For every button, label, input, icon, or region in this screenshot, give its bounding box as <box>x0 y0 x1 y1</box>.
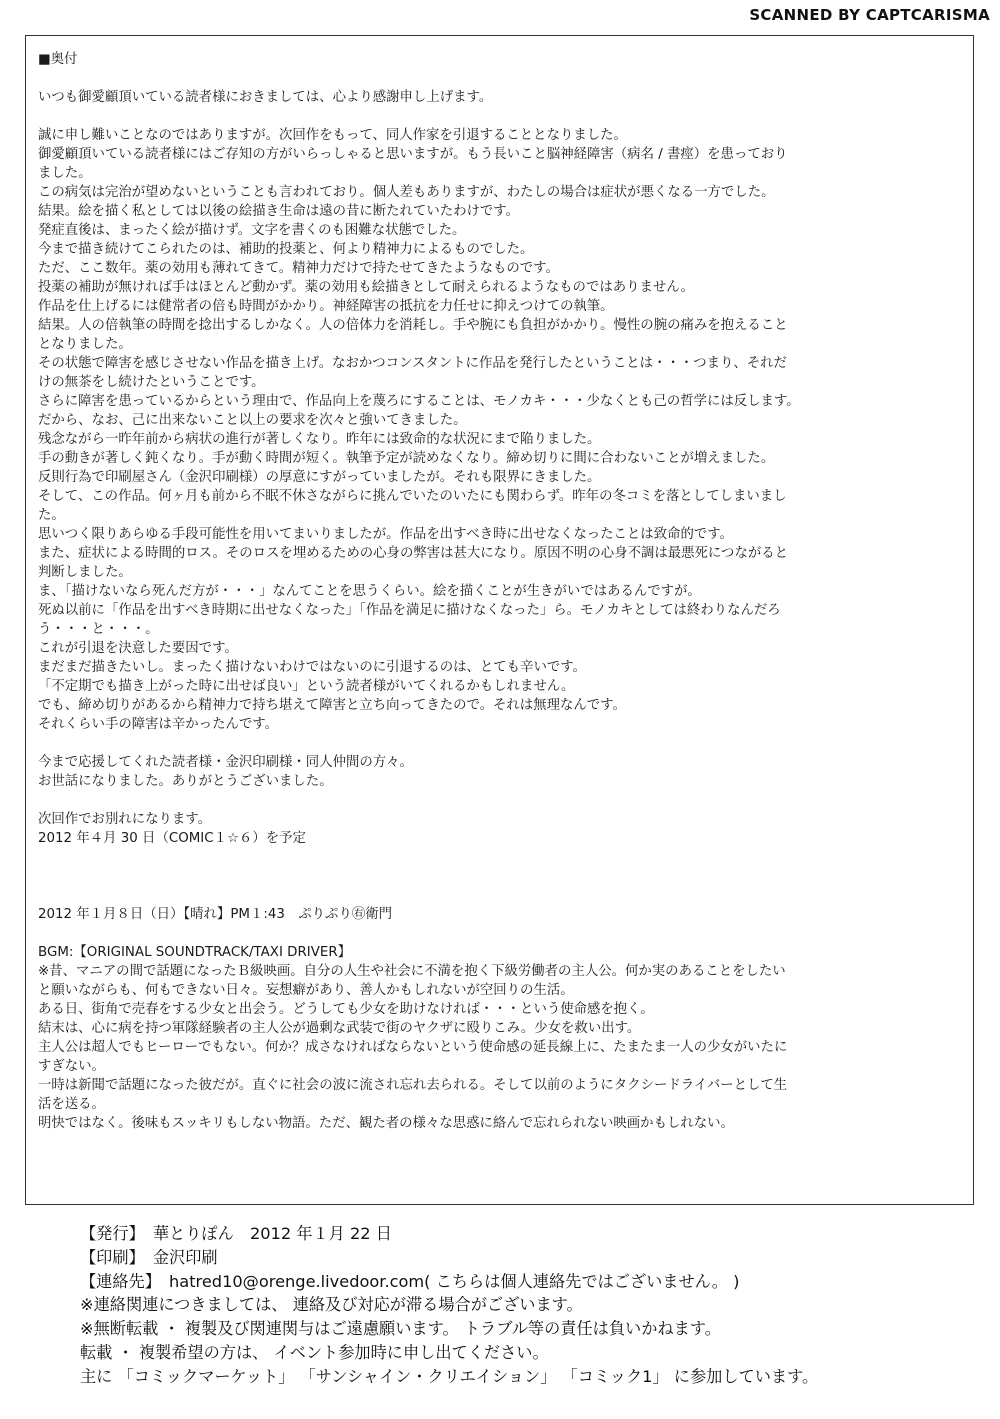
body-line: 投薬の補助が無ければ手はほとんど動かず。薬の効用も絵描きとして耐えられるようなものではありません。 <box>38 280 694 295</box>
scan-credit: SCANNED BY CAPTCARISMA <box>749 6 990 24</box>
body-line: 御愛顧頂いている読者様にはご存知の方がいらっしゃると思いますが。もう長いこと脳神経障害（病名 / 書痙）を患っており <box>38 147 788 162</box>
body-line: この病気は完治が望めないということも言われており。個人差もありますが、わたしの場合は症状が悪くなる一方でした。 <box>38 185 775 200</box>
body-line: それくらい手の障害は辛かったんです。 <box>38 717 278 732</box>
note-line: 主に 「コミックマーケット」 「サンシャイン・クリエイション」 「コミック1」 に参加しています。 <box>80 1366 819 1386</box>
body-line: 「不定期でも描き上がった時に出せば良い」という読者様がいてくれるかもしれません。 <box>38 679 575 694</box>
note-line: ※連絡関連につきましては、 連絡及び対応が滞る場合がございます。 <box>80 1295 583 1315</box>
body-line: 結果。絵を描く私としては以後の絵描き生命は遠の昔に断たれていたわけです。 <box>38 204 519 219</box>
body-line: ました。 <box>38 166 92 181</box>
body-line: 思いつく限りあらゆる手段可能性を用いてまいりましたが。作品を出すべき時に出せなくなったことは致命的です。 <box>38 527 733 542</box>
body-line: そして、この作品。何ヶ月も前から不眠不休さながらに挑んでいたのいたにも関わらず。昨年の冬コミを落としてしまいまし <box>38 489 787 504</box>
bgm-line: すぎない。 <box>38 1059 105 1074</box>
body-line: ただ、ここ数年。薬の効用も薄れてきて。精神力だけで持たせてきたようなものです。 <box>38 261 559 276</box>
body-line: 結果。人の倍執筆の時間を捻出するしかなく。人の倍体力を消耗し。手や腕にも負担がかかり。慢性の腕の痛みを抱えること <box>38 318 788 333</box>
body-line: 反則行為で印刷屋さん（金沢印刷様）の厚意にすがっていましたが。それも限界にきました。 <box>38 470 601 485</box>
printer-line: 【印刷】 金沢印刷 <box>80 1247 218 1267</box>
thanks-block <box>38 753 958 791</box>
body-line: う・・・と・・・。 <box>38 622 159 637</box>
body-line: た。 <box>38 508 65 523</box>
greeting-line: いつも御愛顧頂いている読者様におきましては、心より感謝申し上げます。 <box>38 90 493 105</box>
bgm-line: と願いながらも、何もできない日々。妄想癖があり、善人かもしれないが空回りの生活。 <box>38 983 574 998</box>
body-line: 作品を仕上げるには健常者の倍も時間がかかり。神経障害の抵抗を力任せに抑えつけての執筆。 <box>38 299 614 314</box>
bgm-label: BGM:【ORIGINAL SOUNDTRACK/TAXI DRIVER】 <box>38 945 352 960</box>
date-line: 2012 年１月８日（日）【晴れ】PM１:43 ぷりぷり㊨衛門 <box>38 907 393 922</box>
body-line: 手の動きが著しく鈍くなり。手が動く時間が短く。執筆予定が読めなくなり。締め切りに間に合わないことが増えました。 <box>38 451 775 466</box>
next-line: 2012 年４月 30 日（COMIC１☆６）を予定 <box>38 831 306 846</box>
bgm-line: ある日、街角で売春をする少女と出会う。どうしても少女を助けなければ・・・という使命感を抱く。 <box>38 1002 654 1017</box>
afterword-content <box>38 50 958 1133</box>
body-line: 残念ながら一昨年前から病状の進行が著しくなり。昨年には致命的な状況にまで陥りました。 <box>38 432 601 447</box>
note-line: ※無断転載 ・ 複製及び関連関与はご遠慮願います。 トラブル等の責任は負いかねます。 <box>80 1319 721 1339</box>
body-line: 発症直後は、まったく絵が描けず。文字を書くのも困難な状態でした。 <box>38 223 466 238</box>
bgm-text <box>38 962 958 1133</box>
thanks-line: 今まで応援してくれた読者様・金沢印刷様・同人仲間の方々。 <box>38 755 413 770</box>
bgm-line: 結末は、心に病を持つ軍隊経験者の主人公が過剰な武装で街のヤクザに殴りこみ。少女を救い出す。 <box>38 1021 641 1036</box>
note-line: 転載 ・ 複製希望の方は、 イベント参加時に申し出てください。 <box>80 1342 549 1362</box>
body-line: その状態で障害を感じさせない作品を描き上げ。なおかつコンスタントに作品を発行したということは・・・つまり、それだ <box>38 356 787 371</box>
body-line: だから、なお、己に出来ないこと以上の要求を次々と強いてきました。 <box>38 413 467 428</box>
body-line: さらに障害を患っているからという理由で、作品向上を蔑ろにすることは、モノカキ・・・少なくとも己の哲学には反します。 <box>38 394 800 409</box>
contact-line: 【連絡先】 hatred10@orenge.livedoor.com( こちらは個人連絡先ではございません。 ) <box>80 1271 740 1291</box>
thanks-line: お世話になりました。ありがとうございました。 <box>38 774 333 789</box>
body-line: 判断しました。 <box>38 565 132 580</box>
body-line: ま、「描けないなら死んだ方が・・・」なんてことを思うくらい。絵を描くことが生きがいではあるんですが。 <box>38 584 701 599</box>
bgm-line: 主人公は超人でもヒーローでもない。何か？成さなければならないという使命感の延長線上に、たまたま一人の少女がいたに <box>38 1040 788 1055</box>
body-line: また、症状による時間的ロス。そのロスを埋めるための心身の弊害は甚大になり。原因不明の心身不調は最悪死につながると <box>38 546 789 561</box>
afterword-heading: ■奥付 <box>38 52 78 67</box>
bgm-line: 明快ではなく。後味もスッキリもしない物語。ただ、観た者の様々な思惑に絡んで忘れられない映画かもしれない。 <box>38 1116 734 1131</box>
body-line: 誠に申し難いことなのではありますが。次回作をもって、同人作家を引退することとなりました。 <box>38 128 627 143</box>
bgm-line: 活を送る。 <box>38 1097 105 1112</box>
body-line: けの無茶をし続けたということです。 <box>38 375 265 390</box>
body-line: まだまだ描きたいし。まったく描けないわけではないのに引退するのは、とても辛いです。 <box>38 660 586 675</box>
afterword-body <box>38 126 958 734</box>
body-line: となりました。 <box>38 337 132 352</box>
body-line: 今まで描き続けてこられたのは、補助的投薬と、何より精神力によるものでした。 <box>38 242 534 257</box>
colophon <box>80 1222 980 1389</box>
next-line: 次回作でお別れになります。 <box>38 812 212 827</box>
bgm-line: 一時は新聞で話題になった彼だが。直ぐに社会の波に流され忘れ去られる。そして以前のようにタクシードライバーとして生 <box>38 1078 788 1093</box>
body-line: 死ぬ以前に「作品を出すべき時期に出せなくなった」「作品を満足に描けなくなった」ら。モノカキとしては終わりなんだろ <box>38 603 781 618</box>
body-line: でも、締め切りがあるから精神力で持ち堪えて障害と立ち向ってきたので。それは無理なんです。 <box>38 698 626 713</box>
colophon-notes <box>80 1293 980 1388</box>
publisher-line: 【発行】 華とりぽん 2012 年１月 22 日 <box>80 1224 392 1243</box>
next-block <box>38 810 958 848</box>
bgm-line: ※昔、マニアの間で話題になったＢ級映画。自分の人生や社会に不満を抱く下級労働者の主人公。何か実のあることをしたい <box>38 964 786 979</box>
body-line: これが引退を決意した要因です。 <box>38 641 238 656</box>
